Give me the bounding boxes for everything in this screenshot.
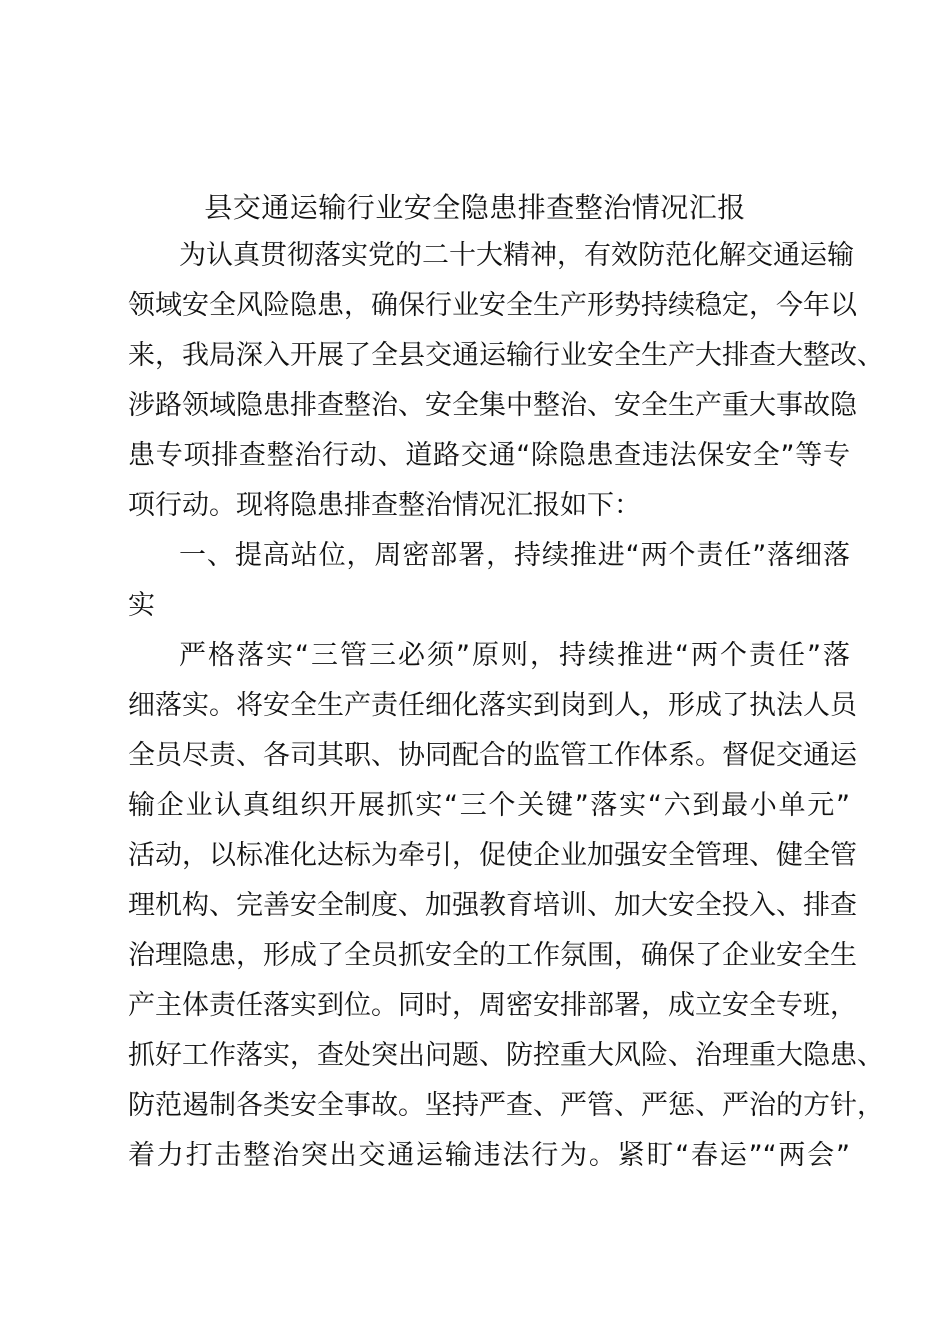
paragraph-line: 治理隐患，形成了全员抓安全的工作氛围，确保了企业安全生 (128, 940, 857, 971)
paragraph-line: 理机构、完善安全制度、加强教育培训、加大安全投入、排查 (128, 890, 857, 921)
paragraph-line: 抓好工作落实，查处突出问题、防控重大风险、治理重大隐患、 (128, 1040, 884, 1071)
paragraph-line: 防范遏制各类安全事故。坚持严查、严管、严惩、严治的方针， (128, 1090, 884, 1121)
paragraph-line: 为认真贯彻落实党的二十大精神，有效防范化解交通运输 (179, 240, 854, 271)
paragraph-line: 来，我局深入开展了全县交通运输行业安全生产大排查大整改、 (128, 340, 884, 371)
paragraph-line: 涉路领域隐患排查整治、安全集中整治、安全生产重大事故隐 (128, 390, 857, 421)
paragraph-line: 输企业认真组织开展抓实“三个关键”落实“六到最小单元” (128, 790, 850, 821)
paragraph-line: 领域安全风险隐患，确保行业安全生产形势持续稳定，今年以 (128, 290, 857, 321)
section-heading-line: 一、提高站位，周密部署，持续推进“两个责任”落细落 (179, 540, 850, 571)
paragraph-line: 细落实。将安全生产责任细化落实到岗到人，形成了执法人员 (128, 690, 857, 721)
paragraph-line: 患专项排查整治行动、道路交通“除隐患查违法保安全”等专 (128, 440, 850, 471)
document-title: 县交通运输行业安全隐患排查整治情况汇报 (204, 191, 746, 224)
section-heading-line: 实 (128, 590, 155, 621)
paragraph-line: 全员尽责、各司其职、协同配合的监管工作体系。督促交通运 (128, 740, 857, 771)
paragraph-line: 项行动。现将隐患排查整治情况汇报如下： (128, 490, 641, 521)
paragraph-line: 活动，以标准化达标为牵引，促使企业加强安全管理、健全管 (128, 840, 857, 871)
paragraph-line: 产主体责任落实到位。同时，周密安排部署，成立安全专班， (128, 990, 857, 1021)
paragraph-line: 着力打击整治突出交通运输违法行为。紧盯“春运”“两会” (128, 1140, 850, 1171)
paragraph-line: 严格落实“三管三必须”原则，持续推进“两个责任”落 (179, 640, 850, 671)
